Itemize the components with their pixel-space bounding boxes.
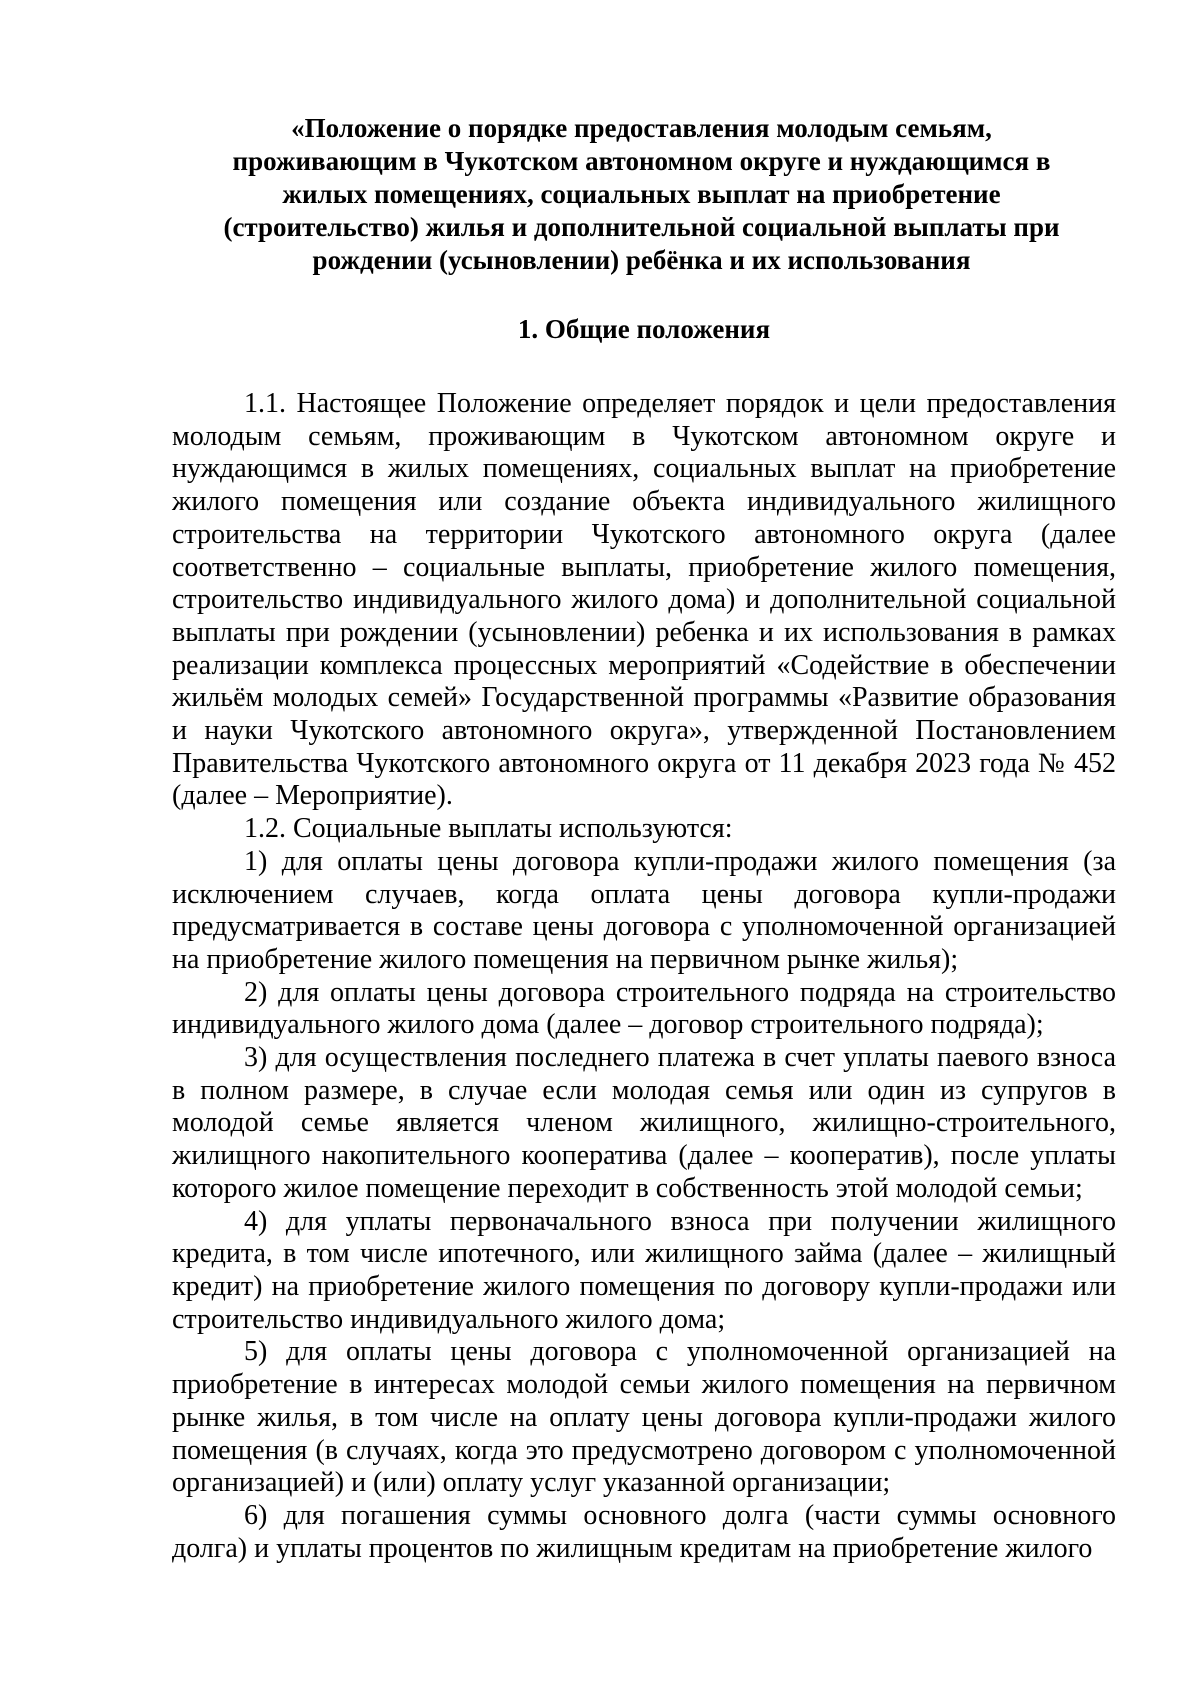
document-title-line: проживающим в Чукотском автономном округе и нуждающимся в xyxy=(232,146,1051,176)
document-title-line: (строительство) жилья и дополнительной социальной выплаты при xyxy=(223,212,1060,242)
paragraph-1-2: 1.2. Социальные выплаты используются: xyxy=(244,813,733,845)
document-title-line: рождении (усыновлении) ребёнка и их использования xyxy=(312,245,971,275)
document-title-line: «Положение о порядке предоставления молодым семьям, xyxy=(291,113,992,143)
document-title-line: жилых помещениях, социальных выплат на приобретение xyxy=(282,179,1001,209)
document-title xyxy=(167,112,1116,277)
list-item-1: 1) для оплаты цены договора купли-продажи жилого помещения (за исключением случаев, когда оплата цены договора купли-продажи предусматривается в составе цены договора с уполномоченной организацией на приобретение жилого помещения на первичном рынке жилья); xyxy=(172,845,1116,975)
list-item-4: 4) для уплаты первоначального взноса при получении жилищного кредита, в том числе ипотечного, или жилищного займа (далее – жилищный кредит) на приобретение жилого помещения по договору купли-продажи или строительство индивидуального жилого дома; xyxy=(172,1205,1116,1335)
paragraph-1-1: 1.1. Настоящее Положение определяет порядок и цели предоставления молодым семьям, проживающим в Чукотском автономном округе и нуждающимся в жилых помещениях, социальных выплат на приобретение жилого помещения или создание объекта индивидуального жилищного строительства на территории Чукотского автономного округа (далее соответственно – социальные выплаты, приобретение жилого помещения, строительство индивидуального жилого дома) и дополнительной социальной выплаты при рождении (усыновлении) ребенка и их использования в рамках реализации комплекса процессных мероприятий «Содействие в обеспечении жильём молодых семей» Государственной программы «Развитие образования и науки Чукотского автономного округа», утвержденной Постановлением Правительства Чукотского автономного округа от 11 декабря 2023 года № 452 (далее – Мероприятие). xyxy=(172,388,1116,812)
document-body xyxy=(172,388,1116,1565)
list-item-5: 5) для оплаты цены договора с уполномоченной организацией на приобретение в интересах молодой семьи жилого помещения на первичном рынке жилья, в том числе на оплату цены договора купли-продажи жилого помещения (в случаях, когда это предусмотрено договором с уполномоченной организацией) и (или) оплату услуг указанной организации; xyxy=(172,1336,1116,1499)
section-heading: 1. Общие положения xyxy=(517,314,771,344)
list-item-6: 6) для погашения суммы основного долга (части суммы основного долга) и уплаты процентов по жилищным кредитам на приобретение жилого xyxy=(172,1499,1116,1564)
list-item-2: 2) для оплаты цены договора строительного подряда на строительство индивидуального жилого дома (далее – договор строительного подряда); xyxy=(172,976,1116,1041)
list-item-3: 3) для осуществления последнего платежа в счет уплаты паевого взноса в полном размере, в случае если молодая семья или один из супругов в молодой семье является членом жилищного, жилищно-строительного, жилищного накопительного кооператива (далее – кооператив), после уплаты которого жилое помещение переходит в собственность этой молодой семьи; xyxy=(172,1042,1116,1204)
